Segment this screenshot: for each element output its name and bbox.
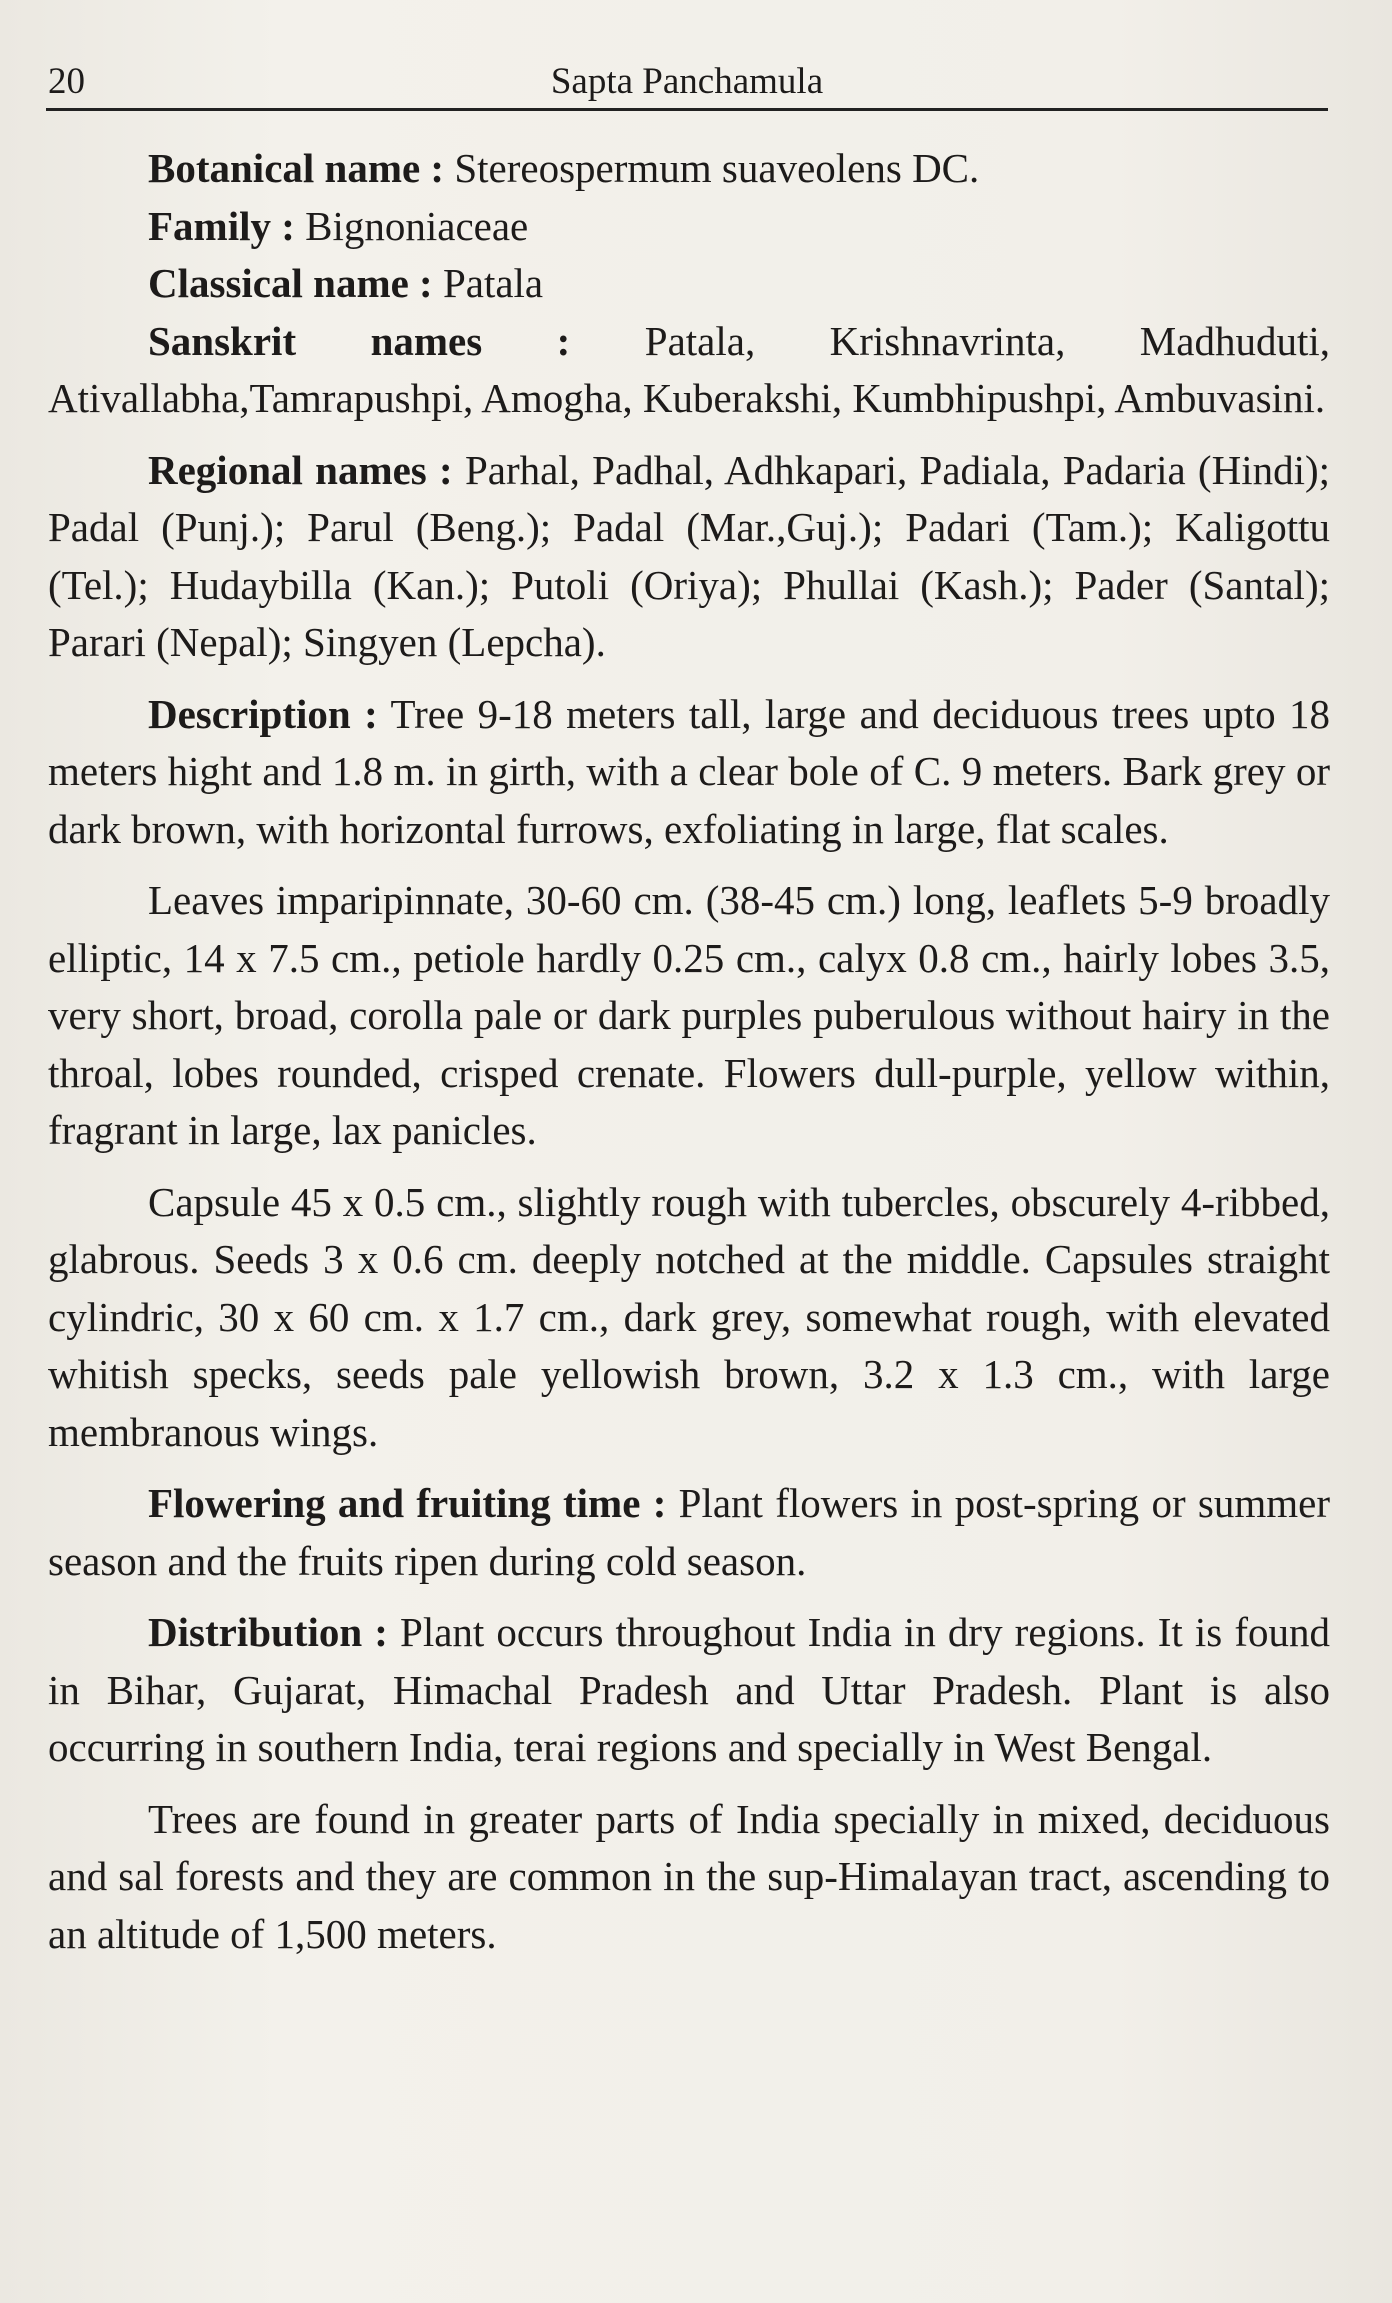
distribution-label: Distribution : — [148, 1609, 388, 1655]
description-value: Tree 9-18 meters tall, large and deciduous trees upto 18 meters hight and 1.8 m. in girth, with a clear bole of C. 9 meters. Bark grey or dark brown, with horizontal furrows, exfoliating in large, flat scales. — [48, 690, 1331, 852]
classical-name-label: Classical name : — [148, 260, 433, 306]
family-value: Bignoniaceae — [305, 202, 529, 249]
classical-name-line — [48, 255, 1330, 313]
regional-names-paragraph — [48, 442, 1330, 672]
distribution-paragraph — [48, 1604, 1330, 1777]
sanskrit-names-label: Sanskrit names : — [148, 317, 571, 364]
description-paragraph — [48, 686, 1330, 859]
capsule-paragraph: Capsule 45 x 0.5 cm., slightly rough with tubercles, obscurely 4-ribbed, glabrous. Seeds 3 x 0.6 cm. deeply notched at the middle. Capsules straight cylindric, 30 x 60 cm. x 1.7 cm., dark grey, somewhat rough, with elevated whitish specks, seeds pale yellowish brown, 3.2 x 1.3 cm., with large membranous wings. — [48, 1178, 1330, 1455]
botanical-name-label: Botanical name : — [148, 145, 445, 191]
botanical-name-value: Stereospermum suaveolens DC. — [454, 145, 980, 191]
regional-names-value: Parhal, Padhal, Adhkapari, Padiala, Padaria (Hindi); Padal (Punj.); Parul (Beng.); Padal (Mar.,Guj.); Padari (Tam.); Kaligottu (Tel.); Hudaybilla (Kan.); Putoli (Oriya); Phullai (Kash.); Pader (Santal); Parari (Nepal); Singyen (Lepcha). — [48, 446, 1331, 665]
running-title: Sapta Panchamula — [550, 61, 824, 102]
trees-paragraph: Trees are found in greater parts of India specially in mixed, deciduous and sal forests and they are common in the sup-Himalayan tract, ascending to an altitude of 1,500 meters. — [48, 1795, 1330, 1957]
classical-name-value: Patala — [442, 260, 544, 306]
flowering-paragraph — [48, 1475, 1330, 1590]
page-body — [48, 140, 1330, 1977]
family-line — [48, 198, 1330, 256]
family-label: Family : — [148, 202, 295, 249]
regional-names-label: Regional names : — [148, 446, 453, 493]
distribution-value: Plant occurs throughout India in dry regions. It is found in Bihar, Gujarat, Himachal Pradesh and Uttar Pradesh. Plant is also occurring in southern India, terai regions and specially in West Bengal. — [48, 1609, 1330, 1770]
page-header — [46, 56, 1328, 111]
botanical-name-line — [48, 140, 1330, 198]
page-number: 20 — [48, 61, 85, 102]
flowering-value: Plant flowers in post-spring or summer season and the fruits ripen during cold season. — [48, 1480, 1330, 1584]
description-label: Description : — [148, 690, 378, 737]
sanskrit-names-value: Patala, Krishnavrinta, Madhuduti, Ativallabha,Tamrapushpi, Amogha, Kuberakshi, Kumbhipushpi, Ambuvasini. — [48, 317, 1330, 421]
sanskrit-names-paragraph — [48, 313, 1330, 428]
flowering-label: Flowering and fruiting time : — [148, 1480, 667, 1526]
leaves-paragraph: Leaves imparipinnate, 30-60 cm. (38-45 cm.) long, leaflets 5-9 broadly elliptic, 14 x 7.5 cm., petiole hardly 0.25 cm., calyx 0.8 cm., hairly lobes 3.5, very short, broad, corolla pale or dark purples puberulous without hairy in the throal, lobes rounded, crisped crenate. Flowers dull-purple, yellow within, fragrant in large, lax panicles. — [48, 877, 1330, 1153]
